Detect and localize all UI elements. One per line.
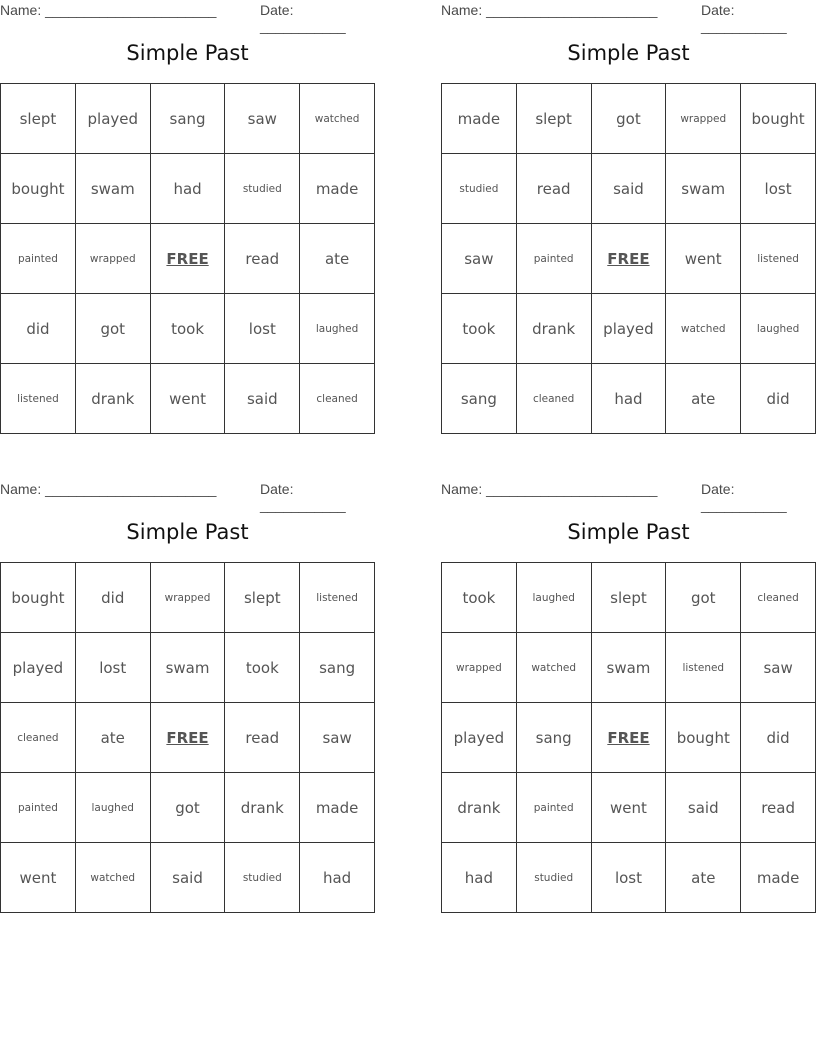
word-cell: painted <box>516 773 591 843</box>
word-cell: slept <box>591 563 666 633</box>
grid-row <box>1 563 375 633</box>
word-cell: sang <box>150 84 225 154</box>
word-cell: wrapped <box>666 84 741 154</box>
word-cell: laughed <box>75 773 150 843</box>
grid-row <box>442 633 816 703</box>
word-cell: slept <box>225 563 300 633</box>
word-cell: bought <box>1 154 76 224</box>
grid-row <box>442 224 816 294</box>
word-cell: got <box>75 294 150 364</box>
free-space-cell: FREE <box>591 703 666 773</box>
word-cell: read <box>225 224 300 294</box>
word-cell: ate <box>300 224 375 294</box>
word-cell: had <box>300 843 375 913</box>
date-field-label: Date: ___________ <box>260 2 346 34</box>
grid-row <box>442 154 816 224</box>
bingo-grid <box>441 83 816 434</box>
word-cell: cleaned <box>741 563 816 633</box>
word-cell: laughed <box>300 294 375 364</box>
word-cell: said <box>666 773 741 843</box>
word-cell: read <box>741 773 816 843</box>
grid-row <box>1 703 375 773</box>
word-cell: ate <box>666 364 741 434</box>
word-cell: painted <box>516 224 591 294</box>
free-space-cell: FREE <box>150 703 225 773</box>
word-cell: read <box>516 154 591 224</box>
word-cell: did <box>1 294 76 364</box>
word-cell: painted <box>1 224 76 294</box>
word-cell: saw <box>225 84 300 154</box>
word-cell: listened <box>1 364 76 434</box>
word-cell: bought <box>741 84 816 154</box>
free-space-cell: FREE <box>150 224 225 294</box>
word-cell: swam <box>666 154 741 224</box>
word-cell: watched <box>516 633 591 703</box>
word-cell: drank <box>225 773 300 843</box>
word-cell: said <box>225 364 300 434</box>
name-field-label: Name: ______________________ <box>0 481 217 497</box>
header-row <box>0 2 375 34</box>
word-cell: drank <box>516 294 591 364</box>
word-cell: watched <box>300 84 375 154</box>
word-cell: watched <box>666 294 741 364</box>
word-cell: did <box>741 703 816 773</box>
word-cell: played <box>591 294 666 364</box>
word-cell: went <box>666 224 741 294</box>
word-cell: saw <box>741 633 816 703</box>
word-cell: went <box>591 773 666 843</box>
word-cell: cleaned <box>516 364 591 434</box>
header-row <box>0 481 375 513</box>
card-title: Simple Past <box>126 41 249 65</box>
name-field-label: Name: ______________________ <box>441 2 658 18</box>
word-cell: wrapped <box>150 563 225 633</box>
word-cell: laughed <box>741 294 816 364</box>
word-cell: listened <box>741 224 816 294</box>
word-cell: played <box>75 84 150 154</box>
word-cell: studied <box>516 843 591 913</box>
word-cell: saw <box>442 224 517 294</box>
word-cell: played <box>442 703 517 773</box>
word-cell: drank <box>442 773 517 843</box>
bingo-grid <box>0 562 375 913</box>
word-cell: had <box>150 154 225 224</box>
date-field-label: Date: ___________ <box>701 2 787 34</box>
grid-row <box>1 843 375 913</box>
word-cell: had <box>442 843 517 913</box>
word-cell: went <box>1 843 76 913</box>
header-row <box>441 2 816 34</box>
word-cell: laughed <box>516 563 591 633</box>
word-cell: took <box>442 294 517 364</box>
word-cell: lost <box>591 843 666 913</box>
word-cell: studied <box>225 154 300 224</box>
word-cell: got <box>666 563 741 633</box>
word-cell: took <box>225 633 300 703</box>
grid-row <box>442 364 816 434</box>
word-cell: went <box>150 364 225 434</box>
word-cell: studied <box>442 154 517 224</box>
word-cell: took <box>150 294 225 364</box>
bingo-grid <box>0 83 375 434</box>
word-cell: bought <box>1 563 76 633</box>
word-cell: sang <box>516 703 591 773</box>
card-title: Simple Past <box>567 41 690 65</box>
word-cell: listened <box>666 633 741 703</box>
word-cell: lost <box>225 294 300 364</box>
word-cell: cleaned <box>1 703 76 773</box>
word-cell: saw <box>300 703 375 773</box>
word-cell: swam <box>75 154 150 224</box>
word-cell: ate <box>75 703 150 773</box>
date-field-label: Date: ___________ <box>260 481 346 513</box>
word-cell: swam <box>150 633 225 703</box>
word-cell: cleaned <box>300 364 375 434</box>
card-title: Simple Past <box>126 520 249 544</box>
word-cell: sang <box>442 364 517 434</box>
word-cell: wrapped <box>75 224 150 294</box>
word-cell: made <box>741 843 816 913</box>
word-cell: got <box>591 84 666 154</box>
word-cell: made <box>300 154 375 224</box>
date-field-label: Date: ___________ <box>701 481 787 513</box>
word-cell: painted <box>1 773 76 843</box>
word-cell: played <box>1 633 76 703</box>
grid-row <box>1 84 375 154</box>
grid-row <box>1 773 375 843</box>
word-cell: made <box>300 773 375 843</box>
word-cell: said <box>591 154 666 224</box>
grid-row <box>442 703 816 773</box>
grid-row <box>442 294 816 364</box>
word-cell: took <box>442 563 517 633</box>
free-space-cell: FREE <box>591 224 666 294</box>
grid-row <box>1 633 375 703</box>
word-cell: swam <box>591 633 666 703</box>
grid-row <box>1 294 375 364</box>
word-cell: drank <box>75 364 150 434</box>
word-cell: said <box>150 843 225 913</box>
grid-row <box>1 364 375 434</box>
word-cell: listened <box>300 563 375 633</box>
grid-row <box>1 154 375 224</box>
word-cell: did <box>741 364 816 434</box>
card-title: Simple Past <box>567 520 690 544</box>
bingo-grid <box>441 562 816 913</box>
word-cell: lost <box>75 633 150 703</box>
grid-row <box>442 84 816 154</box>
word-cell: read <box>225 703 300 773</box>
name-field-label: Name: ______________________ <box>441 481 658 497</box>
header-row <box>441 481 816 513</box>
name-field-label: Name: ______________________ <box>0 2 217 18</box>
grid-row <box>1 224 375 294</box>
word-cell: got <box>150 773 225 843</box>
word-cell: wrapped <box>442 633 517 703</box>
word-cell: ate <box>666 843 741 913</box>
word-cell: studied <box>225 843 300 913</box>
word-cell: bought <box>666 703 741 773</box>
word-cell: did <box>75 563 150 633</box>
word-cell: made <box>442 84 517 154</box>
word-cell: had <box>591 364 666 434</box>
grid-row <box>442 773 816 843</box>
word-cell: lost <box>741 154 816 224</box>
grid-row <box>442 563 816 633</box>
word-cell: slept <box>516 84 591 154</box>
word-cell: sang <box>300 633 375 703</box>
word-cell: slept <box>1 84 76 154</box>
word-cell: watched <box>75 843 150 913</box>
grid-row <box>442 843 816 913</box>
